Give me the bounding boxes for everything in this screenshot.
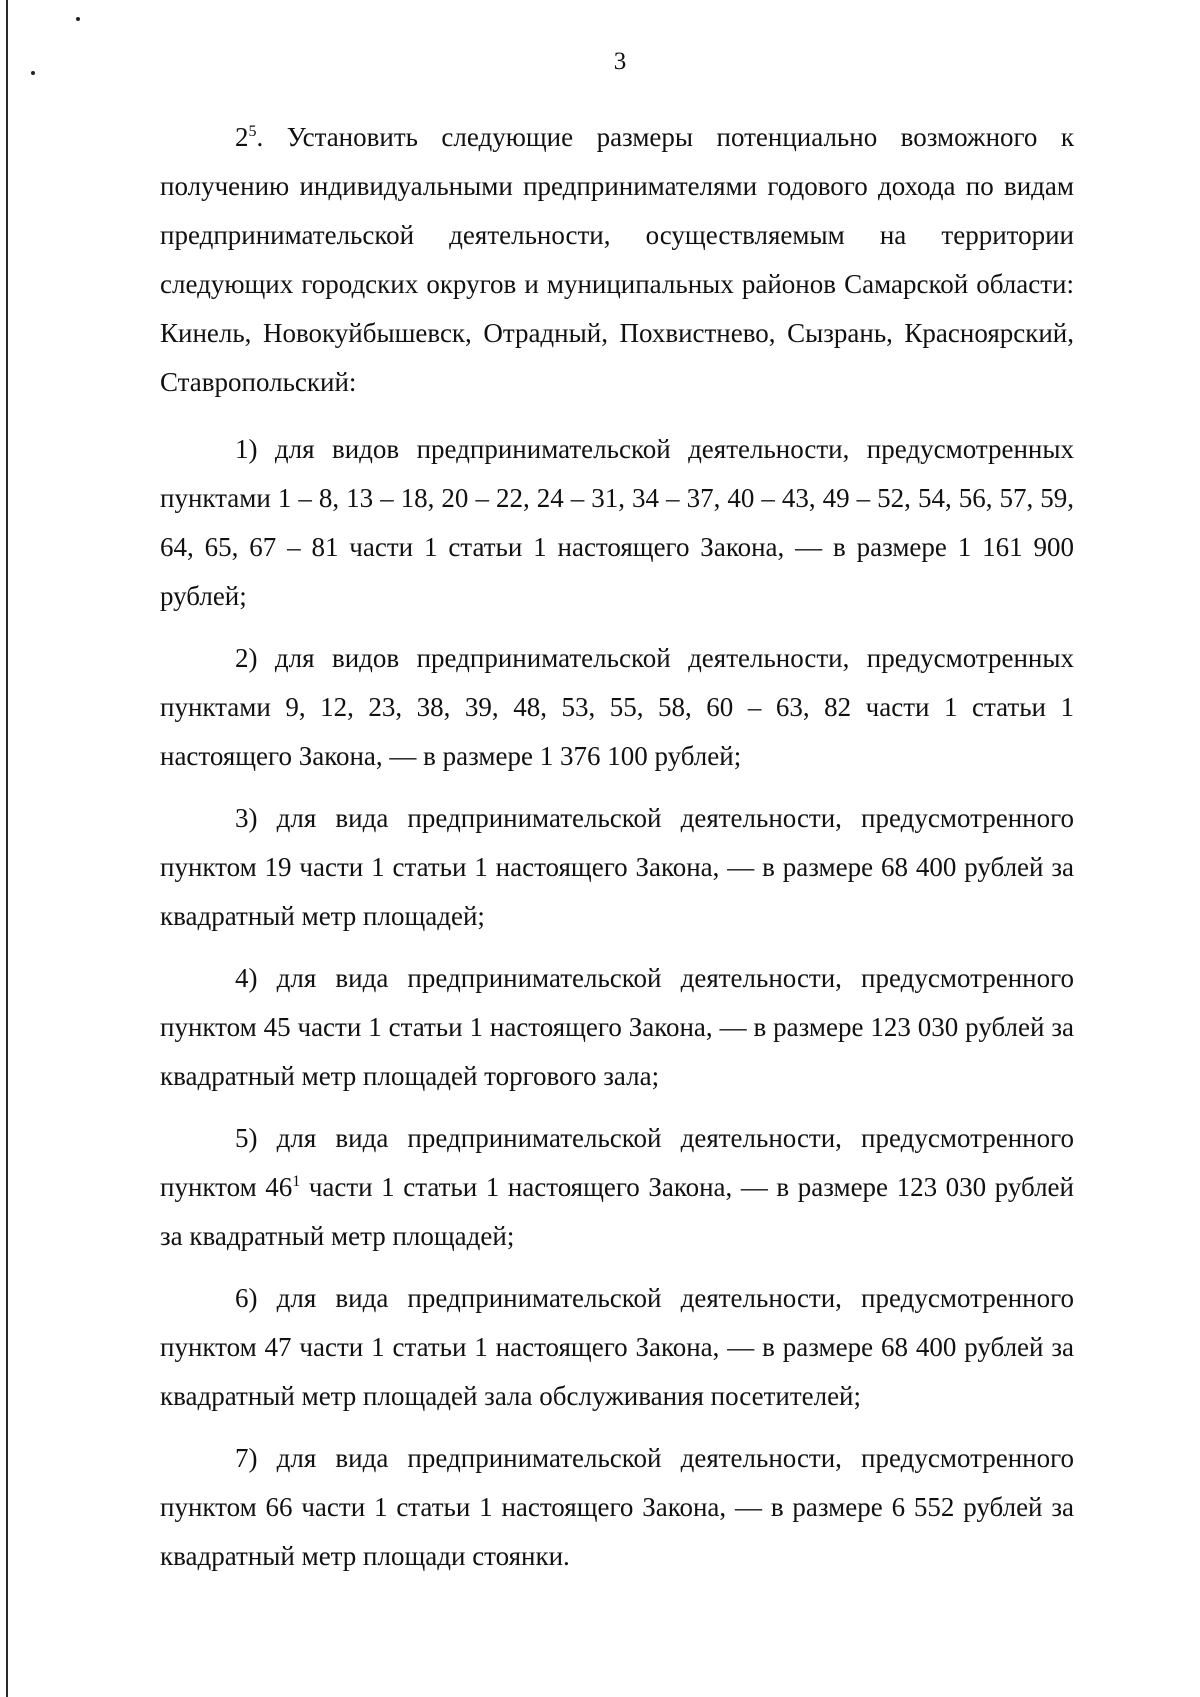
- list-item-5-superscript: 1: [292, 1173, 301, 1190]
- page-number: 3: [613, 48, 627, 75]
- list-item-5: [160, 1114, 1074, 1261]
- list-item-6: 6) для вида предпринимательской деятельности, предусмотренного пунктом 47 части 1 статьи 1 настоящего Закона, — в размере 68 400 рублей за квадратный метр площадей зала обслуживания посетителей;: [160, 1283, 1074, 1411]
- list-item-4: 4) для вида предпринимательской деятельности, предусмотренного пунктом 45 части 1 статьи 1 настоящего Закона, — в размере 123 030 рублей за квадратный метр площадей торгового зала;: [160, 963, 1074, 1091]
- list-item-7: 7) для вида предпринимательской деятельности, предусмотренного пунктом 66 части 1 статьи 1 настоящего Закона, — в размере 6 552 рублей за квадратный метр площади стоянки.: [160, 1443, 1074, 1571]
- intro-number-superscript: 5: [248, 123, 257, 140]
- scan-edge-line: [6, 0, 8, 1697]
- list-item-1: 1) для видов предпринимательской деятельности, предусмотренных пунктами 1 – 8, 13 – 18, 20 – 22, 24 – 31, 34 – 37, 40 – 43, 49 – 52, 54, 56, 57, 59, 64, 65, 67 – 81 части 1 статьи 1 настоящего Закона, — в размере 1 161 900 рублей;: [160, 434, 1074, 611]
- list-item-5-text-end: части 1 статьи 1 настоящего Закона, — в размере 123 030 рублей за квадратный метр площадей;: [160, 1172, 1074, 1251]
- intro-text: . Установить следующие размеры потенциально возможного к получению индивидуальными предпринимателями годового дохода по видам предпринимательской деятельности, осуществляемым на территории следующих городских округов и муниципальных районов Самарской области: Кинель, Новокуйбышевск, Отрадный, Похвистнево, Сызрань, Красноярский, Ставропольский:: [160, 122, 1074, 397]
- list-item-5-text-start: 5) для вида предпринимательской деятельности, предусмотренного пунктом 46: [160, 1123, 1074, 1202]
- list-item-3: 3) для вида предпринимательской деятельности, предусмотренного пунктом 19 части 1 статьи 1 настоящего Закона, — в размере 68 400 рублей за квадратный метр площадей;: [160, 803, 1074, 931]
- intro-paragraph: [160, 113, 1074, 407]
- document-body: [160, 113, 1074, 1581]
- scan-speck: [76, 17, 80, 21]
- list-item-2: 2) для видов предпринимательской деятельности, предусмотренных пунктами 9, 12, 23, 38, 39, 48, 53, 55, 58, 60 – 63, 82 части 1 статьи 1 настоящего Закона, — в размере 1 376 100 рублей;: [160, 643, 1074, 771]
- intro-number: 2: [235, 122, 249, 152]
